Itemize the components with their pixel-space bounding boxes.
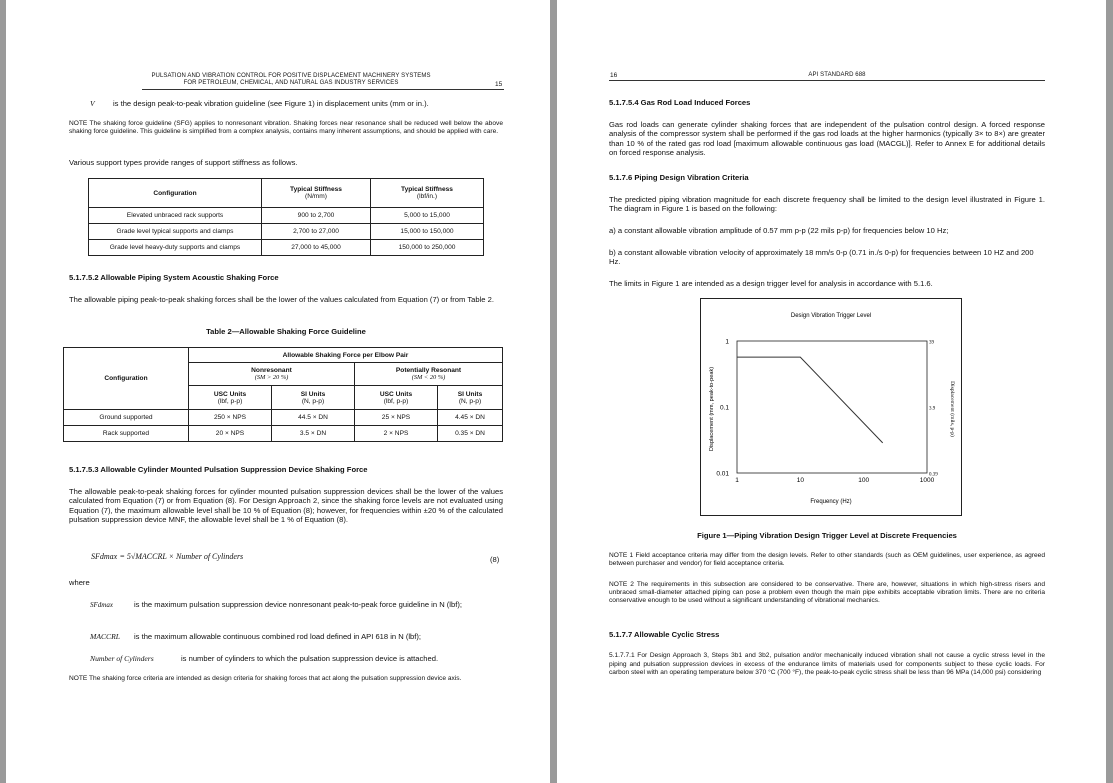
header-line-1: PULSATION AND VIBRATION CONTROL FOR POSITIVE DISPLACEMENT MACHINERY SYSTEMS xyxy=(151,73,431,79)
col-stiffness-si-label: Typical Stiffness xyxy=(290,186,342,193)
cell-si: 2,700 to 27,000 xyxy=(262,224,371,240)
t2-usc-1-unit: (lbf, p-p) xyxy=(217,397,243,405)
table2-title: Table 2—Allowable Shaking Force Guideline xyxy=(206,327,366,336)
shaking-force-table xyxy=(63,347,503,442)
cell-si: 900 to 2,700 xyxy=(262,208,371,224)
t2-nonresonant-sub: (SM > 20 %) xyxy=(254,374,289,381)
equation-8-lhs: SFdmax xyxy=(91,552,118,561)
cell-us: 15,000 to 150,000 xyxy=(371,224,484,240)
para-5-1-7-5-4: Gas rod loads can generate cylinder shaking forces that are independent of the pulsation control design. A forced response analysis of the compressor system shall be performed if the gas rod loads at the higher harmonics (typically 3× to 8×) are greater than 10 % of the rated gas rod load [maximum allowable continuous gas load (MACGL)]. Refer to Annex E for additional details on forced response analysis. xyxy=(609,120,1045,157)
cell-value: 2 × NPS xyxy=(355,426,438,442)
cell-config: Ground supported xyxy=(64,410,189,426)
def-sfdmax-symbol: SFdmax xyxy=(90,601,113,609)
t2-si-1 xyxy=(272,386,355,410)
y2-tick-label-0.39: 0.39 xyxy=(929,472,938,478)
t2-resonant xyxy=(355,363,503,386)
para-5-1-7-5-3: The allowable peak-to-peak shaking forces for cylinder mounted pulsation suppression devices shall be the lower of the values calculated from Equation (7) or from Equation (8). For Design Approach 2, since the shaking force levels are not evaluated using Equation (7), the maximum allowable level shall be 10 % of Equation (8); however, for frequencies within ±20 % of the calculated pulsation suppression device MNF, the allowable level shall be 1 % of Equation (8). xyxy=(69,487,503,524)
item-b-text: b) a constant allowable vibration velocity of approximately 18 mm/s 0-p (0.71 in./s 0-p) for frequencies between 10 HZ and 200 Hz. xyxy=(609,248,1034,267)
col-stiffness-us-label: Typical Stiffness xyxy=(401,186,453,193)
t2-usc-1-label: USC Units xyxy=(213,390,247,398)
figure-caption: Figure 1—Piping Vibration Design Trigger Level at Discrete Frequencies xyxy=(697,531,957,540)
x-axis-label: Frequency (Hz) xyxy=(810,499,852,505)
def-cylinders-text: is number of cylinders to which the pulsation suppression device is attached. xyxy=(181,654,439,663)
header-rule xyxy=(609,80,1045,81)
y2-tick-label-39: 39 xyxy=(929,340,934,346)
cell-si: 27,000 to 45,000 xyxy=(262,240,371,256)
note-1: NOTE 1 Field acceptance criteria may differ from the design levels. Refer to other standards (such as OEM guidelines, user experience, as agreed between purchaser and vendor) for field acceptance criteria. xyxy=(609,552,1045,567)
series-line-design-trigger xyxy=(737,357,883,443)
header-line-2: FOR PETROLEUM, CHEMICAL, AND NATURAL GAS INDUSTRY SERVICES xyxy=(183,80,399,86)
support-intro: Various support types provide ranges of support stiffness as follows. xyxy=(69,158,298,167)
def-sfdmax-text: is the maximum pulsation suppression device nonresonant peak-to-peak force guideline in N (lbf); xyxy=(134,600,462,609)
t2-usc-2-unit: (lbf, p-p) xyxy=(383,397,409,405)
t2-si-2 xyxy=(438,386,503,410)
cell-value: 3.5 × DN xyxy=(272,426,355,442)
para-5-1-7-7-1: 5.1.7.7.1 For Design Approach 3, Steps 3b1 and 3b2, pulsation and/or mechanically induced vibration shall not cause a cyclic stress level in the piping and pulsation suppression devices in excess of the endurance limits of materials used for components subject to these cyclic loads. For carbon steel with an operating temperature below 370 °C (700 °F), the peak-to-peak cyclic stress shall be less than 96 MPa (14,000 psi) considering xyxy=(609,652,1045,677)
page-15 xyxy=(6,0,550,783)
cell-us: 150,000 to 250,000 xyxy=(371,240,484,256)
t2-col-config: Configuration xyxy=(64,348,189,410)
v-definition: is the design peak-to-peak vibration guideline (see Figure 1) in displacement units (mm or in.). xyxy=(113,99,429,108)
cell-value: 44.5 × DN xyxy=(272,410,355,426)
section-5-1-7-5-4: 5.1.7.5.4 Gas Rod Load Induced Forces xyxy=(609,98,751,107)
para-limits: The limits in Figure 1 are intended as a design trigger level for analysis in accordance with 5.1.6. xyxy=(609,279,933,288)
note-2: NOTE 2 The requirements in this subsection are considered to be conservative. There are, however, situations in which high-stress risers and unbraced small-diameter attached piping can pose a problem even though the main pipe exhibits acceptable vibration limits. There are no criteria conservative enough to be used without a significant understanding of vibrational mechanics. xyxy=(609,581,1045,604)
table-row xyxy=(89,208,484,224)
x-tick-label-1: 1 xyxy=(735,477,739,484)
t2-si-1-unit: (N, p-p) xyxy=(301,397,325,405)
col-stiffness-si xyxy=(262,179,371,208)
header-rule xyxy=(142,89,504,90)
page-16 xyxy=(557,0,1106,783)
t2-si-2-label: SI Units xyxy=(457,390,483,398)
cell-config: Grade level typical supports and clamps xyxy=(89,224,262,240)
section-5-1-7-5-2: 5.1.7.5.2 Allowable Piping System Acoustic Shaking Force xyxy=(69,273,279,282)
t2-usc-2 xyxy=(355,386,438,410)
y2-tick-label-3.9: 3.9 xyxy=(929,406,936,412)
t2-usc-2-label: USC Units xyxy=(379,390,413,398)
x-tick-label-10: 10 xyxy=(796,477,804,484)
table-row xyxy=(89,240,484,256)
running-header: API STANDARD 688 xyxy=(808,72,866,78)
where-label: where xyxy=(69,578,90,587)
table-row xyxy=(64,410,503,426)
y-ticks xyxy=(716,339,729,478)
t2-nonresonant xyxy=(189,363,355,386)
col-stiffness-us xyxy=(371,179,484,208)
equation-8-number: (8) xyxy=(490,555,500,564)
plot-area xyxy=(737,341,927,473)
t2-usc-1 xyxy=(189,386,272,410)
running-header xyxy=(146,73,436,87)
stiffness-table xyxy=(88,178,484,256)
item-b xyxy=(609,248,1045,267)
para-5-1-7-5-2: The allowable piping peak-to-peak shaking forces shall be the lower of the values calculated from Equation (7) or from Table 2. xyxy=(69,295,494,304)
cell-config: Grade level heavy-duty supports and clamps xyxy=(89,240,262,256)
def-maccrl-symbol: MACCRL xyxy=(90,632,120,641)
t2-si-1-label: SI Units xyxy=(300,390,326,398)
cell-value: 4.45 × DN xyxy=(438,410,503,426)
y-tick-label-1: 1 xyxy=(725,338,729,346)
cell-config: Elevated unbraced rack supports xyxy=(89,208,262,224)
y2-ticks xyxy=(929,341,938,478)
cell-config: Rack supported xyxy=(64,426,189,442)
table-row xyxy=(64,426,503,442)
page-number: 16 xyxy=(610,72,618,79)
cell-value: 0.35 × DN xyxy=(438,426,503,442)
t2-resonant-sub: (SM < 20 %) xyxy=(411,374,446,381)
x-tick-label-1000: 1000 xyxy=(919,477,935,484)
col-stiffness-us-unit: (lbf/in.) xyxy=(416,193,438,200)
t2-span-header: Allowable Shaking Force per Elbow Pair xyxy=(189,348,503,363)
cell-value: 250 × NPS xyxy=(189,410,272,426)
table-row xyxy=(89,224,484,240)
y-axis-label: Displacement (mm, peak-to-peak) xyxy=(709,366,715,452)
item-a: a) a constant allowable vibration amplitude of 0.57 mm p-p (22 mils p-p) for frequencies below 10 Hz; xyxy=(609,226,949,235)
x-tick-label-100: 100 xyxy=(858,477,870,484)
cell-value: 20 × NPS xyxy=(189,426,272,442)
section-5-1-7-7: 5.1.7.7 Allowable Cyclic Stress xyxy=(609,630,720,639)
def-cylinders-symbol: Number of Cylinders xyxy=(90,654,154,663)
t2-resonant-label: Potentially Resonant xyxy=(395,367,462,374)
y-tick-label-0.01: 0.01 xyxy=(716,470,729,478)
para-5-1-7-6: The predicted piping vibration magnitude for each discrete frequency shall be limited to the design level illustrated in Figure 1. The diagram in Figure 1 is based on the following: xyxy=(609,195,1045,214)
t2-si-2-unit: (N, p-p) xyxy=(458,397,482,405)
equation-8 xyxy=(91,552,243,561)
page-number: 15 xyxy=(495,81,503,88)
figure-1 xyxy=(700,298,962,516)
vibration-chart xyxy=(701,299,961,515)
note-shaking-criteria: NOTE The shaking force criteria are intended as design criteria for shaking forces that act along the pulsation suppression device axis. xyxy=(69,675,462,682)
y2-axis-label: Displacement (mils, p-p) xyxy=(949,381,955,437)
y-tick-label-0.1: 0.1 xyxy=(719,404,729,412)
def-maccrl-text: is the maximum allowable continuous combined rod load defined in API 618 in N (lbf); xyxy=(134,632,422,641)
section-5-1-7-6: 5.1.7.6 Piping Design Vibration Criteria xyxy=(609,173,749,182)
cell-value: 25 × NPS xyxy=(355,410,438,426)
note-shaking-force: NOTE The shaking force guideline (SFG) applies to nonresonant vibration. Shaking forces near resonance shall be reduced well below the above shaking force guideline. This guideline is simplified from a complex analysis, contains many inherent assumptions, and should be applied with care. xyxy=(69,120,503,135)
section-5-1-7-5-3: 5.1.7.5.3 Allowable Cylinder Mounted Pulsation Suppression Device Shaking Force xyxy=(69,465,368,474)
cell-us: 5,000 to 15,000 xyxy=(371,208,484,224)
t2-nonresonant-label: Nonresonant xyxy=(251,367,292,374)
equation-8-rhs: = 5√MACCRL × Number of Cylinders xyxy=(119,552,244,561)
x-ticks xyxy=(735,477,934,484)
chart-title: Design Vibration Trigger Level xyxy=(790,313,872,319)
col-config: Configuration xyxy=(89,179,262,208)
col-stiffness-si-unit: (N/mm) xyxy=(305,193,327,200)
v-symbol: V xyxy=(90,99,95,108)
